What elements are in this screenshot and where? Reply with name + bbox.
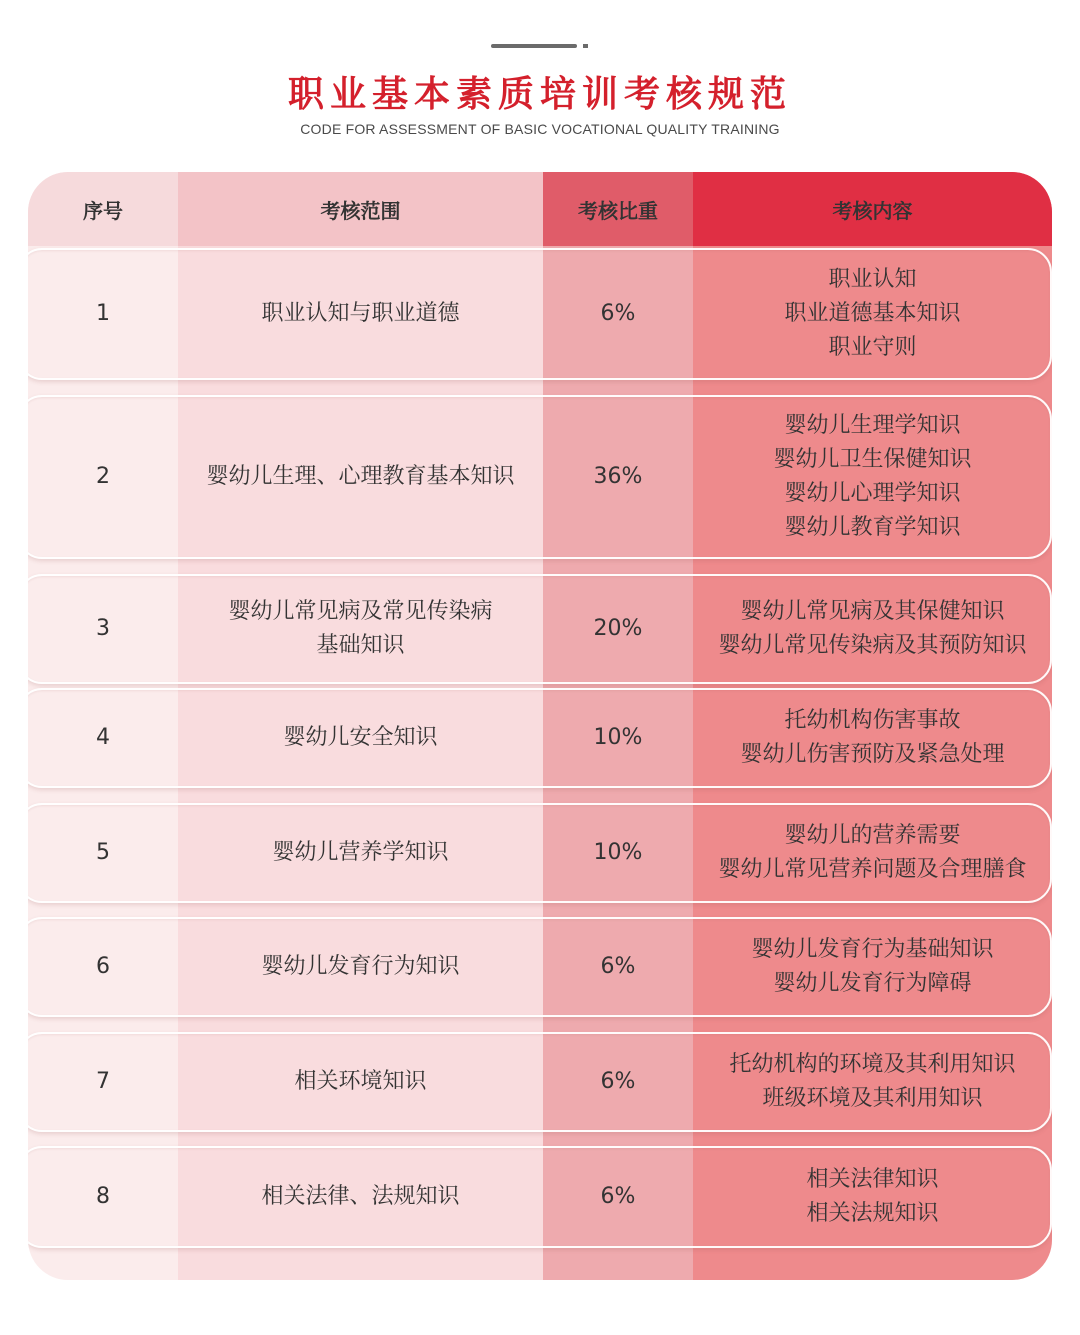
- row-weight: 6%: [600, 301, 636, 326]
- table-row: [28, 574, 1052, 684]
- content-item: 婴幼儿发育行为基础知识: [751, 937, 994, 962]
- content-item: 婴幼儿卫生保健知识: [773, 447, 972, 472]
- content-item: 班级环境及其利用知识: [762, 1086, 983, 1111]
- page-subtitle: CODE FOR ASSESSMENT OF BASIC VOCATIONAL QUALITY TRAINING: [300, 121, 780, 137]
- row-scope: 婴幼儿安全知识: [283, 725, 438, 750]
- row-number: 5: [96, 840, 110, 865]
- table-row: [28, 1146, 1052, 1248]
- assessment-table: [28, 172, 1052, 1280]
- content-item: 婴幼儿伤害预防及紧急处理: [740, 742, 1005, 767]
- row-number: 7: [96, 1069, 110, 1094]
- header-number: 序号: [28, 172, 178, 246]
- row-content: [693, 1032, 1052, 1132]
- row-weight: 6%: [600, 1069, 636, 1094]
- content-item: 托幼机构的环境及其利用知识: [729, 1052, 1016, 1077]
- decorative-dot: [583, 44, 588, 48]
- row-scope: 婴幼儿营养学知识: [272, 840, 449, 865]
- content-item: 婴幼儿的营养需要: [784, 823, 961, 848]
- header-scope: 考核范围: [178, 172, 543, 246]
- row-scope: 婴幼儿发育行为知识: [261, 954, 460, 979]
- row-content: [693, 1146, 1052, 1248]
- row-number: 2: [96, 464, 110, 489]
- content-item: 职业守则: [828, 335, 917, 360]
- table-row: [28, 803, 1052, 903]
- row-number: 3: [96, 616, 110, 641]
- content-item: 相关法律知识: [806, 1167, 939, 1192]
- row-weight: 6%: [600, 1184, 636, 1209]
- table-row: [28, 248, 1052, 380]
- row-weight: 10%: [593, 840, 643, 865]
- table-row: [28, 917, 1052, 1017]
- row-scope: 职业认知与职业道德: [261, 301, 460, 326]
- row-scope: 婴幼儿常见病及常见传染病 基础知识: [228, 599, 493, 658]
- row-content: [693, 574, 1052, 684]
- row-content: [693, 395, 1052, 559]
- content-item: 婴幼儿教育学知识: [784, 515, 961, 540]
- row-scope: 婴幼儿生理、心理教育基本知识: [206, 464, 515, 489]
- header-weight: 考核比重: [543, 172, 693, 246]
- row-number: 1: [96, 301, 110, 326]
- header-content: 考核内容: [693, 172, 1052, 246]
- content-item: 婴幼儿心理学知识: [784, 481, 961, 506]
- row-content: [693, 248, 1052, 380]
- table-row: [28, 1032, 1052, 1132]
- content-item: 托幼机构伤害事故: [784, 708, 961, 733]
- row-scope: 相关法律、法规知识: [261, 1184, 460, 1209]
- row-weight: 6%: [600, 954, 636, 979]
- row-scope: 相关环境知识: [294, 1069, 427, 1094]
- row-content: [693, 688, 1052, 788]
- content-item: 相关法规知识: [806, 1201, 939, 1226]
- content-item: 婴幼儿生理学知识: [784, 413, 961, 438]
- row-number: 4: [96, 725, 110, 750]
- decorative-rule: [491, 44, 577, 48]
- content-item: 婴幼儿常见病及其保健知识: [740, 599, 1005, 624]
- content-item: 职业认知: [828, 267, 917, 292]
- table-row: [28, 688, 1052, 788]
- row-content: [693, 917, 1052, 1017]
- page-title: 职业基本素质培训考核规范: [287, 74, 792, 115]
- content-item: 婴幼儿常见传染病及其预防知识: [718, 633, 1027, 658]
- row-number: 8: [96, 1184, 110, 1209]
- content-item: 婴幼儿常见营养问题及合理膳食: [718, 857, 1027, 882]
- row-content: [693, 803, 1052, 903]
- row-weight: 20%: [593, 616, 643, 641]
- row-weight: 36%: [593, 464, 643, 489]
- row-weight: 10%: [593, 725, 643, 750]
- content-item: 婴幼儿发育行为障碍: [773, 971, 972, 996]
- row-number: 6: [96, 954, 110, 979]
- table-row: [28, 395, 1052, 559]
- content-item: 职业道德基本知识: [784, 301, 961, 326]
